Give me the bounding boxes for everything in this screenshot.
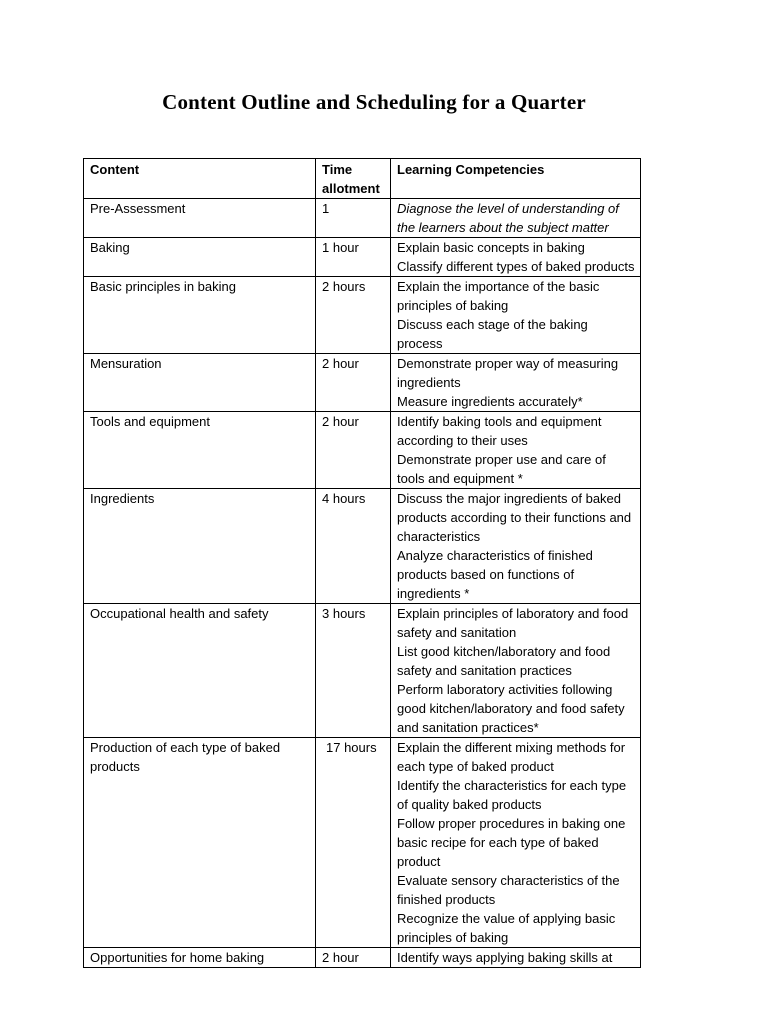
competency-item: Evaluate sensory characteristics of the finished products [397,873,620,907]
table-row [84,738,641,948]
competency-item: Classify different types of baked products [397,259,635,274]
competencies-cell [391,354,641,412]
competencies-cell [391,604,641,738]
header-learning-competencies: Learning Competencies [391,159,641,199]
time-cell: 1 hour [316,238,391,277]
table-row [84,238,641,277]
table-row [84,948,641,968]
time-cell: 2 hours [316,277,391,354]
time-cell: 17 hours [316,738,391,948]
competencies-cell [391,238,641,277]
table-row [84,489,641,604]
content-cell: Tools and equipment [84,412,316,489]
competencies-cell [391,277,641,354]
competency-item: Discuss each stage of the baking process [397,317,588,351]
content-cell: Production of each type of baked products [84,738,316,948]
page-title: Content Outline and Scheduling for a Quarter [162,90,586,114]
time-cell: 3 hours [316,604,391,738]
time-cell: 2 hour [316,354,391,412]
competencies-cell [391,199,641,238]
header-time-allotment: Time allotment [316,159,391,199]
competency-item: Measure ingredients accurately* [397,394,583,409]
competency-item: Recognize the value of applying basic principles of baking [397,911,616,945]
competency-item: Diagnose the level of understanding of the learners about the subject matter [397,201,619,235]
competency-item: Follow proper procedures in baking one basic recipe for each type of baked product [397,816,626,869]
competencies-cell [391,489,641,604]
competency-item: Explain the importance of the basic principles of baking [397,279,600,313]
competency-item: Explain principles of laboratory and food safety and sanitation [397,606,629,640]
table-row [84,354,641,412]
table-row [84,412,641,489]
competencies-cell [391,738,641,948]
table-row [84,277,641,354]
competency-item: Demonstrate proper way of measuring ingredients [397,356,619,390]
competency-item: Demonstrate proper use and care of tools and equipment * [397,452,606,486]
content-outline-table [83,158,641,968]
time-cell: 1 [316,199,391,238]
competencies-cell [391,948,641,968]
competency-item: Analyze characteristics of finished products based on functions of ingredients * [397,548,593,601]
competency-item: List good kitchen/laboratory and food safety and sanitation practices [397,644,611,678]
time-cell: 2 hour [316,948,391,968]
competency-item: Identify baking tools and equipment according to their uses [397,414,602,448]
competency-item: Explain the different mixing methods for each type of baked product [397,740,626,774]
competency-item: Discuss the major ingredients of baked products according to their functions and characteristics [397,491,632,544]
content-cell: Baking [84,238,316,277]
content-cell: Opportunities for home baking [84,948,316,968]
content-cell: Occupational health and safety [84,604,316,738]
content-cell: Pre-Assessment [84,199,316,238]
table-header-row [84,159,641,199]
competencies-cell [391,412,641,489]
content-cell: Mensuration [84,354,316,412]
header-content: Content [84,159,316,199]
table-row [84,604,641,738]
content-cell: Basic principles in baking [84,277,316,354]
time-cell: 2 hour [316,412,391,489]
time-cell: 4 hours [316,489,391,604]
table-row [84,199,641,238]
competency-item: Explain basic concepts in baking [397,240,585,255]
competency-item: Perform laboratory activities following good kitchen/laboratory and food safety and sanitation practices* [397,682,625,735]
competency-item: Identify the characteristics for each type of quality baked products [397,778,627,812]
content-cell: Ingredients [84,489,316,604]
competency-item: Identify ways applying baking skills at [397,950,613,965]
